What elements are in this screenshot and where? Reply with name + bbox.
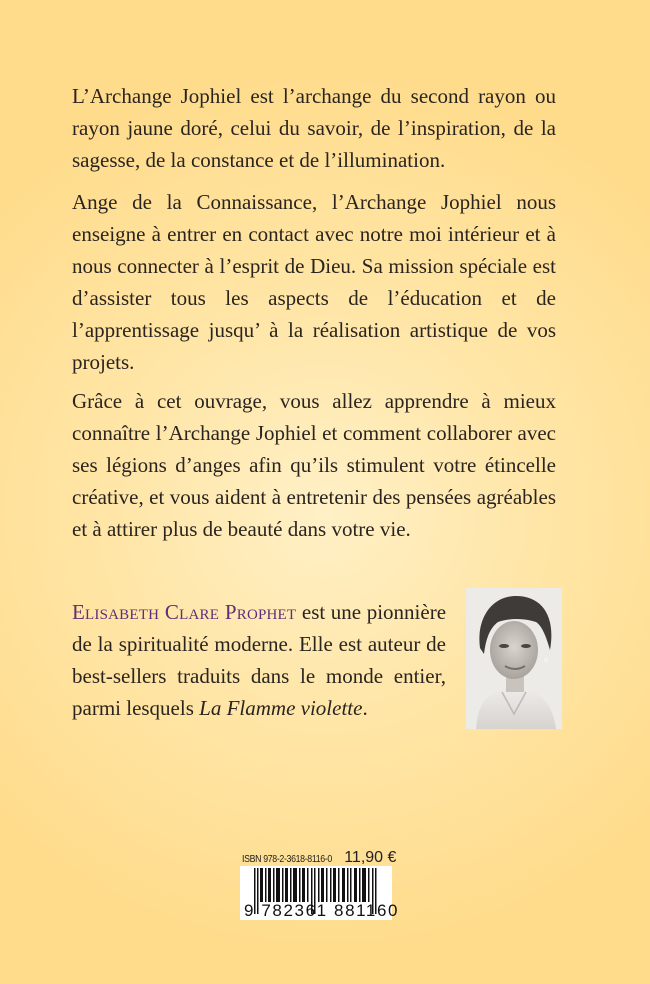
blurb-text: L’Archange Jophiel est l’archange du second rayon ou rayon jaune doré, celui du savoir, de l’inspiration, de la sagesse, de la constance et de l’illumination. xyxy=(72,84,556,172)
isbn-label: ISBN 978-2-3618-8116-0 xyxy=(242,854,332,865)
blurb-paragraph-3 xyxy=(72,385,556,545)
author-name: Elisabeth Clare Prophet xyxy=(72,600,297,624)
price: 11,90 € xyxy=(344,849,397,866)
portrait-image xyxy=(466,588,562,729)
author-bio xyxy=(72,596,446,724)
blurb-text: Grâce à cet ouvrage, vous allez apprendre à mieux connaître l’Archange Jophiel et comment collaborer avec ses légions d’anges afin qu’ils stimulent votre étincelle créative, et vous aident à entretenir des pensées agréables et à attirer plus de beauté dans votre vie. xyxy=(72,389,556,541)
isbn-price-row xyxy=(242,848,397,866)
barcode-digits: 9 782361 881160 xyxy=(244,901,400,920)
blurb-text: Ange de la Connaissance, l’Archange Jophiel nous enseigne à entrer en contact avec notre moi intérieur et à nous connecter à l’esprit de Dieu. Sa mission spéciale est d’assister tous les aspects de l’éducation et de l’apprentissage jusqu’ à la réalisation artistique de vos projets. xyxy=(72,190,556,374)
book-title: La Flamme violette xyxy=(199,696,363,720)
blurb-paragraph-1 xyxy=(72,80,556,176)
barcode xyxy=(240,866,400,920)
bio-text-end: . xyxy=(362,696,368,720)
bio-text: est une pionnière de la spiritualité moderne. Elle est auteur de best-sellers traduits dans le monde entier, parmi lesquels xyxy=(72,600,447,720)
author-photo xyxy=(466,588,562,729)
blurb-paragraph-2 xyxy=(72,186,556,378)
